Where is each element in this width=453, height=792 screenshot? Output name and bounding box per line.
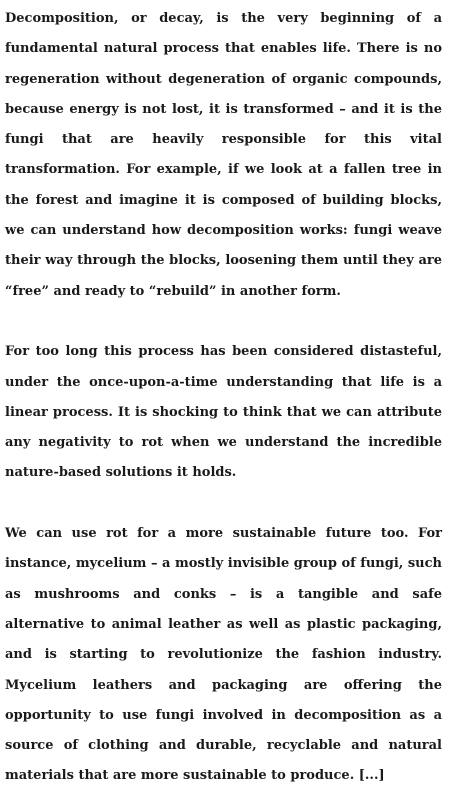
article-body bbox=[5, 4, 442, 792]
paragraph-rot-perception: For too long this process has been considered distasteful, under the once-upon-a-time understanding that life is a linear process. It is shocking to think that we can attribute any negativity to rot when we understand the incredible nature-based solutions it holds. bbox=[5, 344, 442, 481]
paragraph-decomposition: Decomposition, or decay, is the very beginning of a fundamental natural process that enables life. There is no regeneration without degeneration of organic compounds, because energy is not lost, it is transformed – and it is the fungi that are heavily responsible for this vital transformation. For example, if we look at a fallen tree in the forest and imagine it is composed of building blocks, we can understand how decomposition works: fungi weave their way through the blocks, loosening them until they are “free” and ready to “rebuild” in another form. bbox=[5, 11, 442, 299]
paragraph-mycelium: We can use rot for a more sustainable future too. For instance, mycelium – a mostly invisible group of fungi, such as mushrooms and conks – is a tangible and safe alternative to animal leather as well as plastic packaging, and is starting to revolutionize the fashion industry. Mycelium leathers and packaging are offering the opportunity to use fungi involved in decomposition as a source of clothing and durable, recyclable and natural materials that are more sustainable to produce. [...] bbox=[5, 526, 442, 784]
